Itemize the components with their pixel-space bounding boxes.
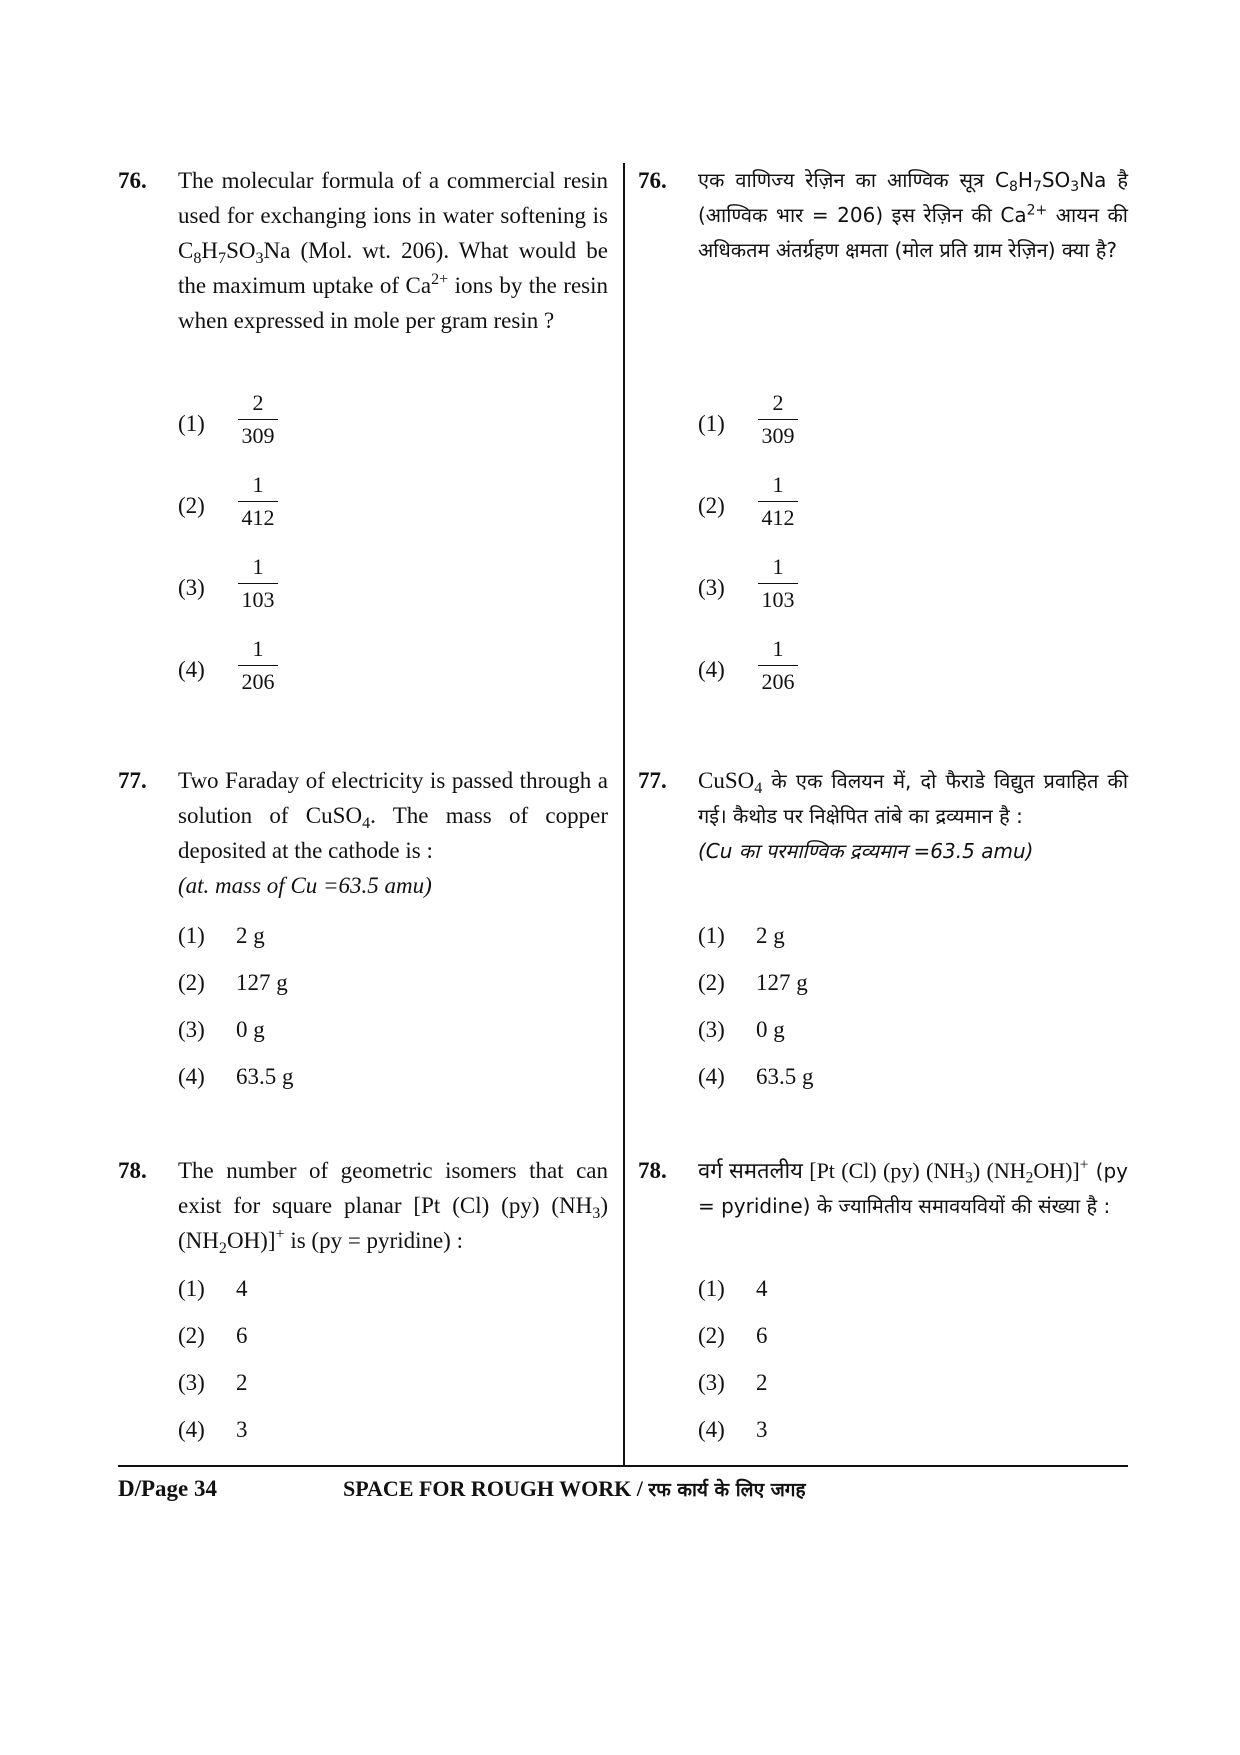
- question-number: 76.: [638, 168, 667, 193]
- fraction: $\frac{1}{103}$: [238, 553, 278, 614]
- atomic-mass-note: (Cu का परमाण्विक द्रव्यमान =63.5 amu): [698, 839, 1034, 863]
- fraction: $\frac{1}{206}$: [238, 635, 278, 696]
- rough-work-label: SPACE FOR ROUGH WORK / रफ कार्य के लिए जगह: [343, 1476, 806, 1501]
- question-number: 77.: [638, 768, 667, 793]
- option-3[interactable]: (3) 0 g: [178, 1017, 265, 1042]
- question-text: वर्ग समतलीय [Pt (Cl) (py) $(NH_3)$ $(NH_2OH)]^+$ (py = pyridine) के ज्यामितीय समावयवियों की संख्या है :: [698, 1156, 1128, 1218]
- option-3[interactable]: (3) 2: [698, 1370, 768, 1395]
- question-text: Two Faraday of electricity is passed through a solution of CuSO$_4$. The mass of copper deposited at the cathode is : (at. mass of Cu =63.5 amu): [178, 768, 608, 898]
- question-number: 78.: [638, 1158, 667, 1183]
- question-76-hindi: 76. एक वाणिज्य रेज़िन का आण्विक सूत्र $C_8H_7SO_3Na$ है (आण्विक भार = 206) इस रेज़िन की $Ca^{2+}$ आयन की अधिकतम अंतर्ग्रहण क्षमता (मोल प्रति ग्राम रेज़िन) क्या है? (1) $\frac{2}{309}$ (2) $\frac{1}{412}$ (3) $\frac{1}{103}$ (4) $\frac{1}{206}$: [698, 163, 1128, 268]
- question-78-english: [118, 1153, 608, 1442]
- option-1[interactable]: (1) 2 g: [178, 923, 265, 948]
- question-number: 76.: [118, 168, 147, 193]
- atomic-mass-note: (at. mass of Cu =63.5 amu): [178, 873, 432, 898]
- option-4[interactable]: (4) 63.5 g: [698, 1064, 814, 1089]
- fraction: $\frac{1}{103}$: [758, 553, 798, 614]
- question-number: 77.: [118, 768, 147, 793]
- page-number: D/Page 34: [118, 1476, 218, 1501]
- option-1[interactable]: (1) 4: [698, 1276, 768, 1301]
- question-text: CuSO$_4$ के एक विलयन में, दो फैराडे विद्युत प्रवाहित की गई। कैथोड पर निक्षेपित तांबे का द्रव्यमान है : (Cu का परमाण्विक द्रव्यमान =63.5 amu): [698, 768, 1128, 863]
- option-1[interactable]: (1) 4: [178, 1276, 248, 1301]
- fraction: $\frac{1}{412}$: [758, 471, 798, 532]
- question-text: The number of geometric isomers that can exist for square planar [Pt (Cl) (py) $(NH_3)$ $(NH_2OH)]^+$ is (py = pyridine) :: [178, 1158, 608, 1257]
- option-2[interactable]: (2) 6: [698, 1323, 768, 1348]
- fraction: $\frac{2}{309}$: [758, 389, 798, 450]
- option-2[interactable]: (2) 127 g: [178, 970, 288, 995]
- option-4[interactable]: (4) 3: [178, 1417, 248, 1442]
- question-78-hindi: [638, 1153, 1128, 1442]
- fraction: $\frac{1}{412}$: [238, 471, 278, 532]
- question-77-hindi: [638, 763, 1128, 1089]
- option-4[interactable]: (4) 3: [698, 1417, 768, 1442]
- option-2[interactable]: (2) 6: [178, 1323, 248, 1348]
- question-number: 78.: [118, 1158, 147, 1183]
- fraction: $\frac{2}{309}$: [238, 389, 278, 450]
- option-2[interactable]: (2) 127 g: [698, 970, 808, 995]
- option-1[interactable]: (1) 2 g: [698, 923, 785, 948]
- option-3[interactable]: (3) 2: [178, 1370, 248, 1395]
- question-76-english: 76. The molecular formula of a commercial resin used for exchanging ions in water softening is $C_8H_7SO_3Na$ (Mol. wt. 206). What would be the maximum uptake of $Ca^{2+}$ ions by the resin when expressed in mole per gram resin ? (1) $\frac{2}{309}$ (2) $\frac{1}{412}$ (3) $\frac{1}{103}$ (4) $\frac{1}{206}$: [178, 163, 608, 338]
- fraction: $\frac{1}{206}$: [758, 635, 798, 696]
- option-3[interactable]: (3) 0 g: [698, 1017, 785, 1042]
- question-text: एक वाणिज्य रेज़िन का आण्विक सूत्र $C_8H_7SO_3Na$ है (आण्विक भार = 206) इस रेज़िन की $Ca^{2+}$ आयन की अधिकतम अंतर्ग्रहण क्षमता (मोल प्रति ग्राम रेज़िन) क्या है?: [698, 168, 1128, 262]
- column-divider: [623, 163, 625, 1465]
- footer-rule: [118, 1465, 1128, 1467]
- question-77-english: [118, 763, 608, 1089]
- option-4[interactable]: (4) 63.5 g: [178, 1064, 294, 1089]
- question-text: The molecular formula of a commercial resin used for exchanging ions in water softening is $C_8H_7SO_3Na$ (Mol. wt. 206). What would be the maximum uptake of $Ca^{2+}$ ions by the resin when expressed in mole per gram resin ?: [178, 168, 608, 333]
